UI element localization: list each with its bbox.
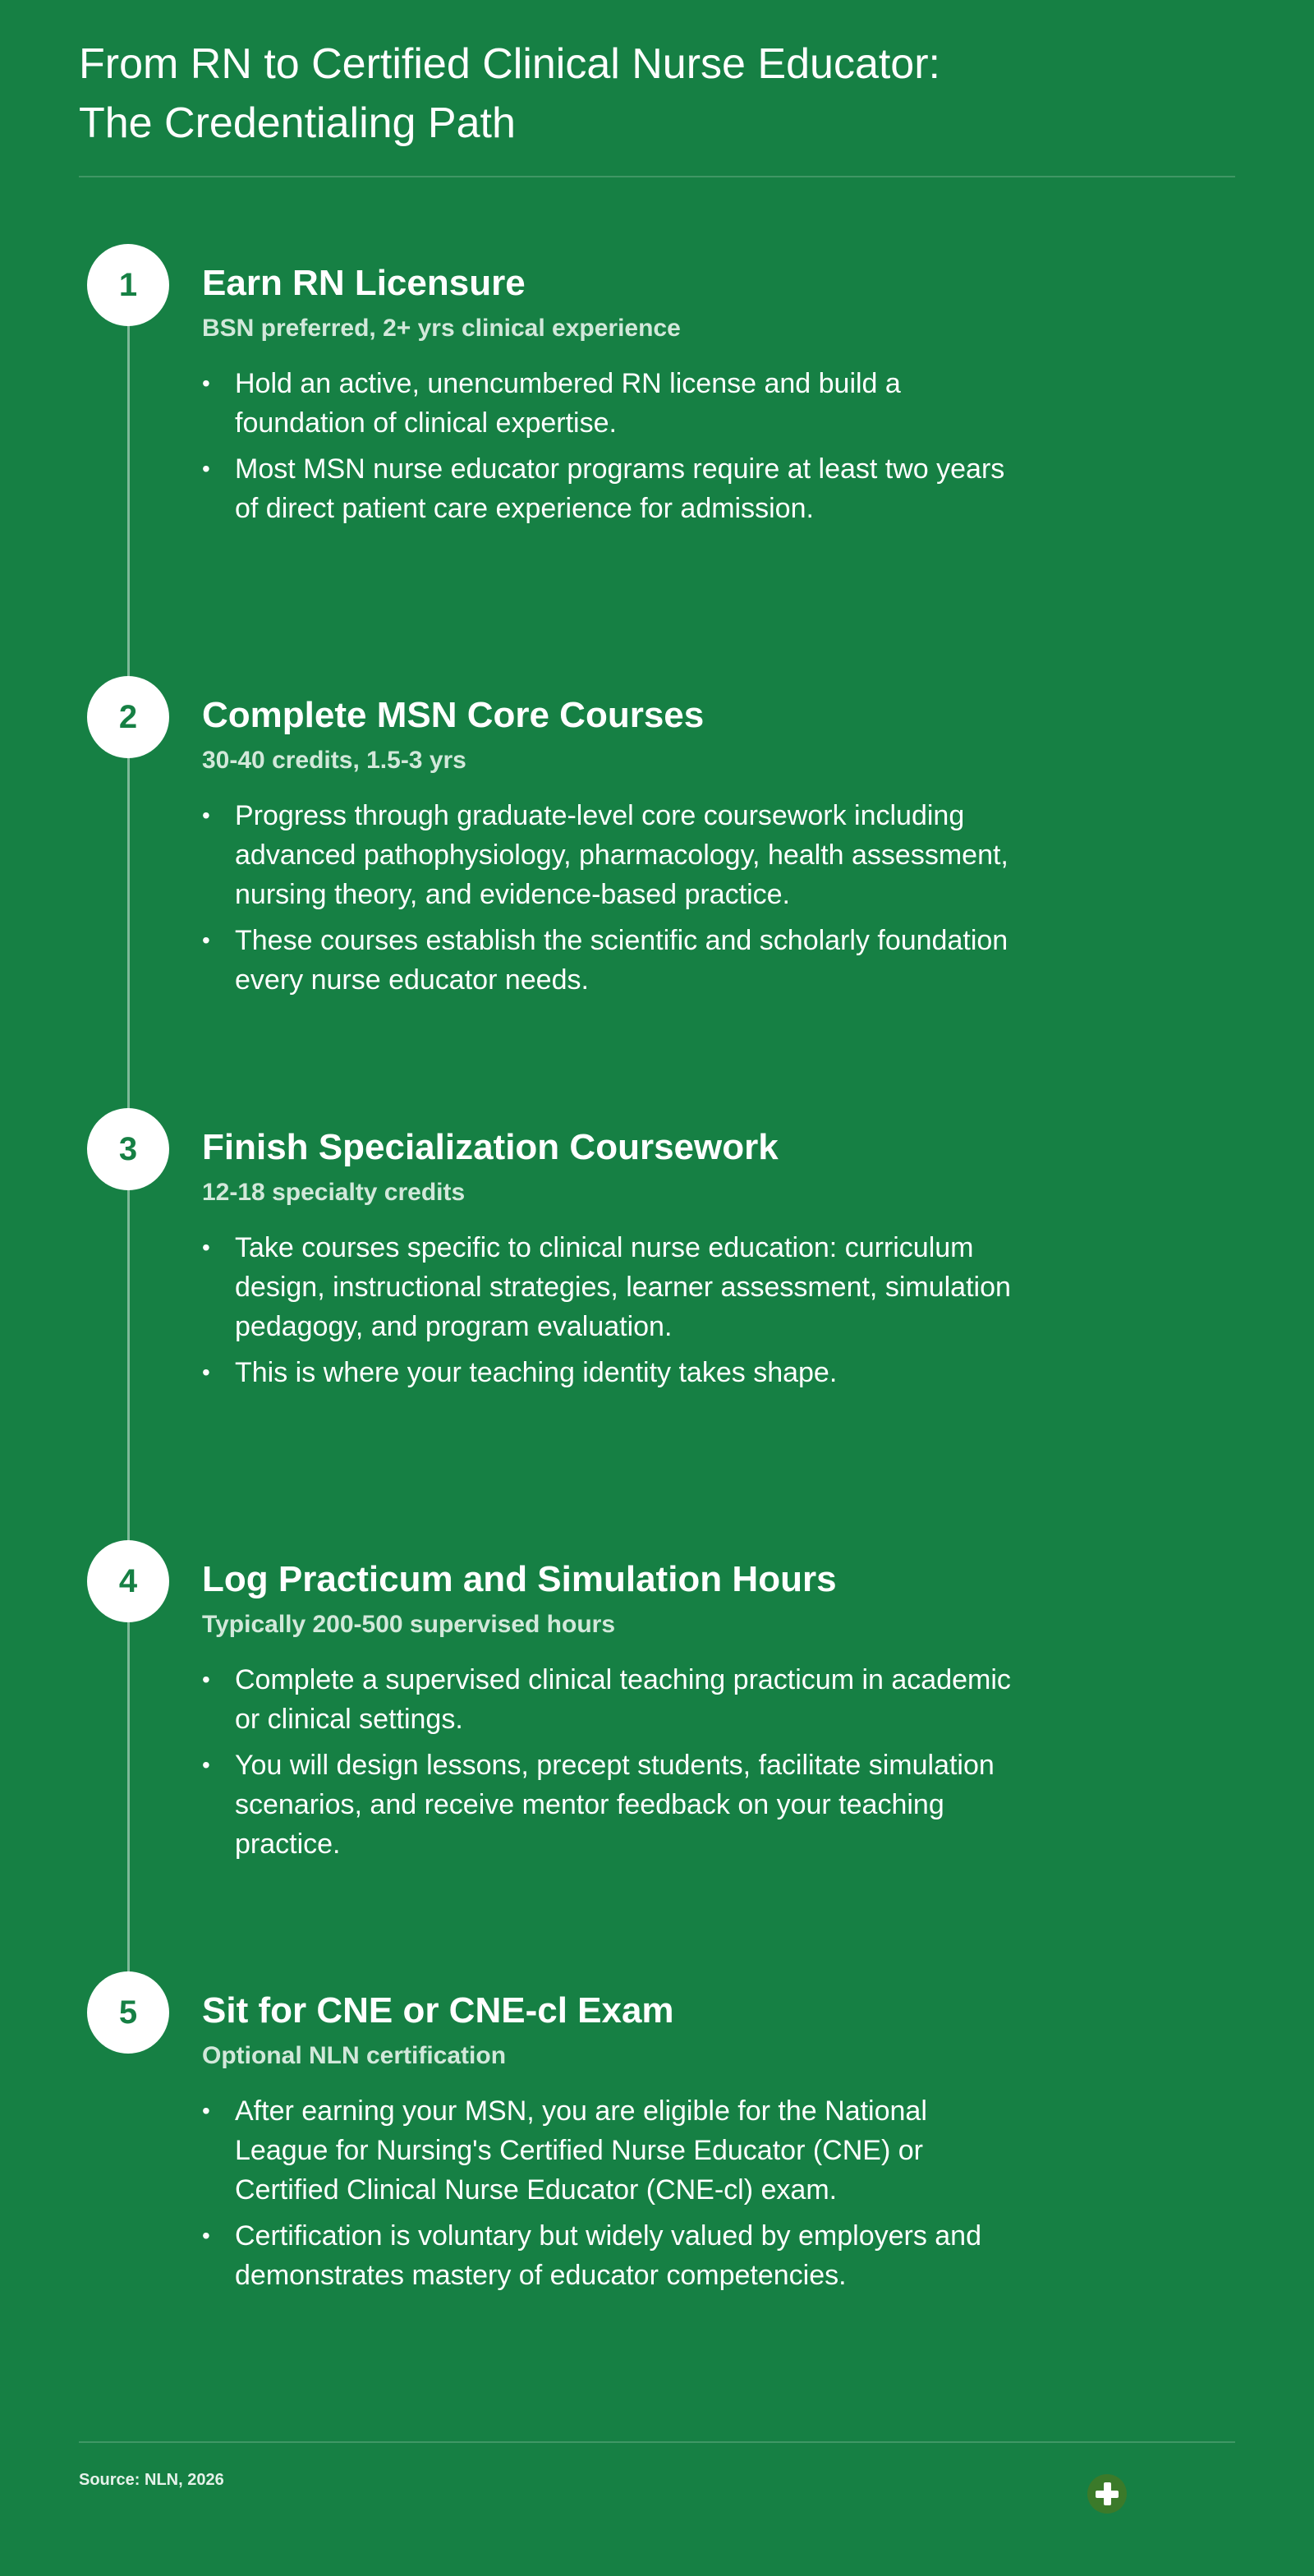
step-subtitle: 12-18 specialty credits [202, 1179, 466, 1206]
step-number-badge: 4 [87, 1540, 169, 1622]
medical-cross-icon [1087, 2474, 1127, 2514]
step-title: Sit for CNE or CNE-cl Exam [202, 1990, 674, 2031]
step-bullet: • Hold an active, unencumbered RN license and build a foundation of clinical expertise. [202, 364, 1023, 443]
source-note: Source: NLN, 2026 [79, 2471, 224, 2489]
step-bullet: • Take courses specific to clinical nurse education: curriculum design, instructional strategies, learner assessment, simulation pedagogy, and program evaluation. [202, 1228, 1023, 1346]
step-subtitle: 30-40 credits, 1.5-3 yrs [202, 747, 466, 774]
step-bullet: • You will design lessons, precept students, facilitate simulation scenarios, and receive mentor feedback on your teaching practice. [202, 1746, 1023, 1864]
step-title: Log Practicum and Simulation Hours [202, 1559, 837, 1599]
step-subtitle: BSN preferred, 2+ yrs clinical experience [202, 315, 681, 342]
step-bullet-list [202, 364, 1023, 535]
step-title: Finish Specialization Coursework [202, 1127, 779, 1167]
step-bullet-list [202, 796, 1023, 1006]
step-bullet: • Most MSN nurse educator programs require at least two years of direct patient care experience for admission. [202, 449, 1023, 528]
step-subtitle: Optional NLN certification [202, 2042, 507, 2069]
step-subtitle: Typically 200-500 supervised hours [202, 1611, 616, 1638]
step-number-badge: 3 [87, 1108, 169, 1190]
step-bullet: • This is where your teaching identity takes shape. [202, 1353, 1023, 1392]
step-number-badge: 1 [87, 244, 169, 326]
bottom-divider [79, 2441, 1235, 2443]
page-title-line-1: From RN to Certified Clinical Nurse Educator: [79, 40, 940, 88]
step-bullet: • Certification is voluntary but widely valued by employers and demonstrates mastery of educator competencies. [202, 2216, 1023, 2295]
step-number-badge: 5 [87, 1971, 169, 2054]
step-title: Earn RN Licensure [202, 263, 526, 303]
step-bullet: • Complete a supervised clinical teaching practicum in academic or clinical settings. [202, 1660, 1023, 1739]
top-divider [79, 176, 1235, 177]
step-bullet-list [202, 1660, 1023, 1870]
step-number-badge: 2 [87, 676, 169, 758]
step-bullet-list [202, 2091, 1023, 2302]
page-title [79, 34, 1146, 153]
page-title-line-2: The Credentialing Path [79, 99, 516, 147]
step-bullet-list [202, 1228, 1023, 1399]
step-title: Complete MSN Core Courses [202, 695, 705, 735]
step-bullet: • After earning your MSN, you are eligible for the National League for Nursing's Certified Nurse Educator (CNE) or Certified Clinical Nurse Educator (CNE-cl) exam. [202, 2091, 1023, 2210]
step-bullet: • Progress through graduate-level core coursework including advanced pathophysiology, pharmacology, health assessment, nursing theory, and evidence-based practice. [202, 796, 1023, 914]
step-bullet: • These courses establish the scientific and scholarly foundation every nurse educator needs. [202, 921, 1023, 1000]
